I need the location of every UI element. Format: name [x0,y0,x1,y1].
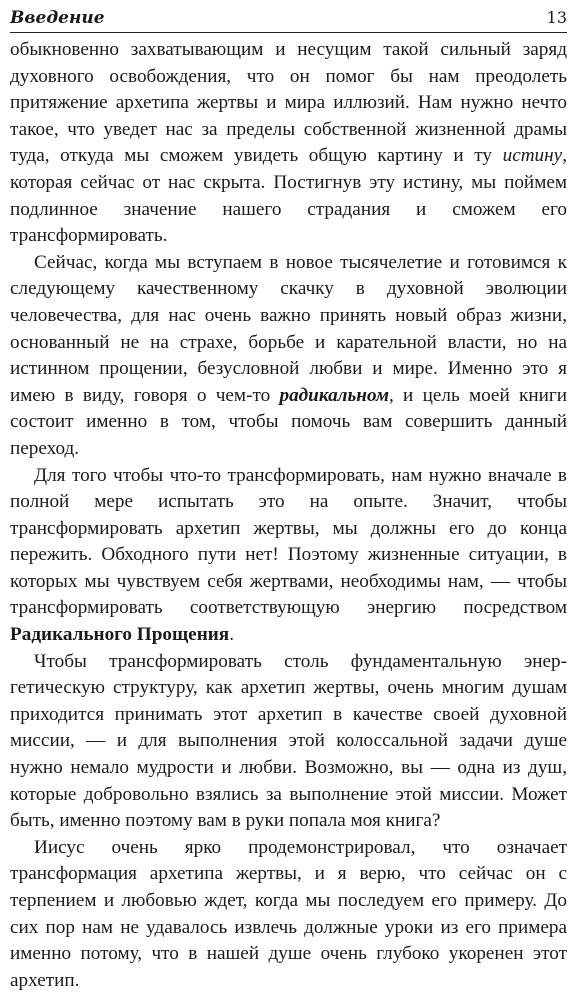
paragraph-4 [10,649,567,835]
paragraph-3 [10,463,567,649]
section-title: Введение [10,8,105,28]
paragraph-1-text-b: , которая сейчас от нас скрыта. Постигнув эту истину, мы поймем подлинное значение нашего страдания и сможем его трансформировать. [10,145,567,247]
paragraph-2 [10,250,567,463]
paragraph-5-text: Иисус очень ярко продемонстрировал, что означает трансформация архетипа жертвы, и я верю, что сейчас он с терпением и любовью ждет, когда мы последуем его примеру. До сих пор нам не удавалось извлечь должные уроки из его примера именно потому, что в нашей душе очень глубоко укоренен этот архетип. [10,836,567,991]
page-body [10,37,567,994]
paragraph-3-text-a: Для того чтобы что-то трансформировать, нам нужно вначале в полной мере испытать это на опыте. Значит, чтобы трансформировать архетип жертвы, мы должны его до конца пережить. Обходного пути нет! Поэтому жизненные ситуации, в которых мы чувствуем себя жертвами, необходимы нам, — чтобы трансформировать соответствующую энергию посредством [10,464,567,619]
paragraph-1 [10,37,567,250]
paragraph-2-bold-italic: радикальном [279,384,389,406]
paragraph-1-text-a: обыкновенно захватывающим и несущим такой сильный заряд духовного освобождения, что он помог бы нам преодолеть притяжение архетипа жертвы и мира иллюзий. Нам нужно нечто такое, что уведет нас за пределы собственной жизненной драмы туда, откуда мы сможем увидеть общую картину и ту [10,39,567,167]
paragraph-1-italic: истину [502,145,563,167]
paragraph-5 [10,835,567,995]
paragraph-4-text: Чтобы трансформировать столь фундаментальную энергетическую структуру, как архетип жертвы, очень многим душам приходится принимать этот архетип в качестве своей духовной миссии, — и для выполнения этой колоссальной задачи душе нужно немало мудрости и любви. Возможно, вы — одна из душ, которые добровольно взялись за выполнение этой миссии. Может быть, именно поэтому вам в руки попала моя книга? [10,650,567,832]
paragraph-2-text-a: Сейчас, когда мы вступаем в новое тысячелетие и готовимся к следующему качественному скачку в духовной эволюции человечества, для нас очень важно принять новый образ жизни, основанный не на страхе, борьбе и карательной власти, но на истинном прощении, безусловной любви и мире. Именно это я имею в виду, говоря о чем-то [10,251,567,406]
paragraph-3-bold: Радикального Прощения [10,624,230,646]
book-page [10,6,567,994]
paragraph-2-text-b: , и цель моей книги состоит именно в том, чтобы помочь вам совершить данный переход. [10,384,567,459]
page-number: 13 [546,8,567,27]
paragraph-3-text-b: . [229,624,234,646]
running-header [10,6,567,33]
